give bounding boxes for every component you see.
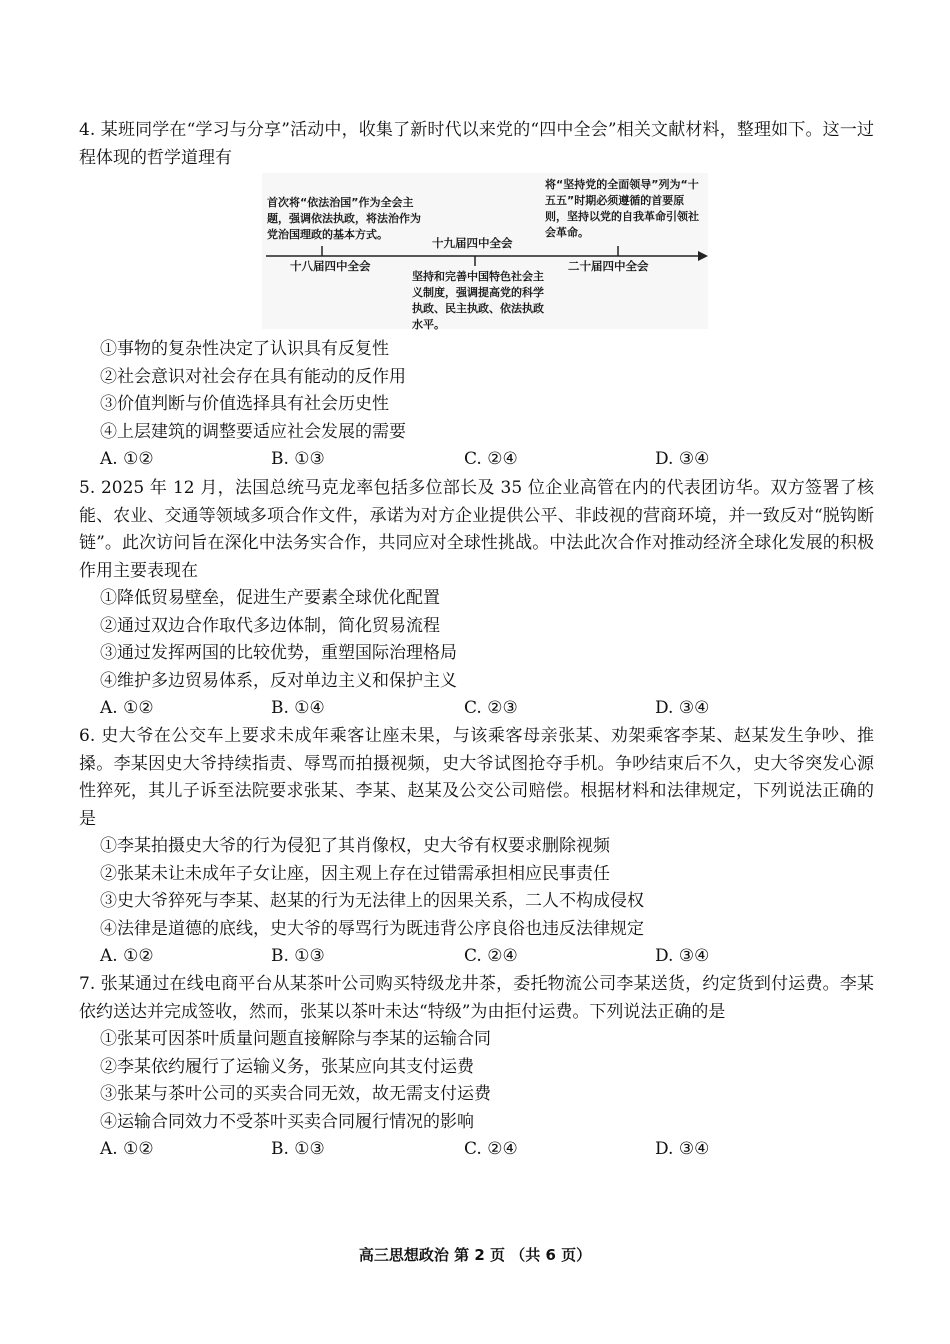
q4-choices xyxy=(79,446,874,474)
q4-timeline-figure xyxy=(262,173,708,329)
q4-choice-d[interactable]: D. ③④ xyxy=(655,449,710,469)
q5-choice-a[interactable]: A. ①② xyxy=(100,698,154,718)
question-5-stem: 5. 2025 年 12 月，法国总统马克龙率包括多位部长及 35 位企业高管在内的代表团访华。双方签署了核能、农业、交通等领域多项合作文件，承诺为对方企业提供公平、非歧视的营商环境，并一致反对“脱钩断链”。此次访问旨在深化中法务实合作，共同应对全球性挑战。中法此次合作对推动经济全球化发展的积极作用主要表现在 xyxy=(79,478,874,581)
question-4-stem: 4. 某班同学在“学习与分享”活动中，收集了新时代以来党的“四中全会”相关文献材料，整理如下。这一过程体现的哲学道理有 xyxy=(79,120,874,168)
question-6-stem: 6. 史大爷在公交车上要求未成年乘客让座未果，与该乘客母亲张某、劝架乘客李某、赵某发生争吵、推搡。李某因史大爷持续指责、辱骂而拍摄视频，史大爷试图抢夺手机。争吵结束后不久，史大爷突发心源性猝死，其儿子诉至法院要求张某、李某、赵某及公交公司赔偿。根据材料和法律规定，下列说法正确的是 xyxy=(79,726,874,829)
timeline-box-19th: 坚持和完善中国特色社会主义制度，强调提高党的科学执政、民主执政、依法执政水平。 xyxy=(412,270,544,331)
q7-option-2: ②李某依约履行了运输义务，张某应向其支付运费 xyxy=(100,1056,474,1077)
q4-option-1: ①事物的复杂性决定了认识具有反复性 xyxy=(100,339,389,359)
q5-option-4: ④维护多边贸易体系，反对单边主义和保护主义 xyxy=(100,670,457,691)
q7-choice-c[interactable]: C. ②④ xyxy=(464,1139,518,1159)
timeline-label-18th: 十八届四中全会 xyxy=(290,259,371,273)
q5-option-2: ②通过双边合作取代多边体制，简化贸易流程 xyxy=(100,615,440,636)
question-6 xyxy=(79,723,874,971)
timeline-box-20th: 将“坚持党的全面领导”列为“十五五”时期必须遵循的首要原则，坚持以党的自我革命引领社会革命。 xyxy=(545,178,699,239)
q5-choices xyxy=(79,695,874,723)
q6-option-4: ④法律是道德的底线，史大爷的辱骂行为既违背公序良俗也违反法律规定 xyxy=(100,918,644,939)
q5-choice-c[interactable]: C. ②③ xyxy=(464,698,518,718)
q4-option-3: ③价值判断与价值选择具有社会历史性 xyxy=(100,394,389,414)
question-4-options xyxy=(79,336,874,474)
q7-option-4: ④运输合同效力不受茶叶买卖合同履行情况的影响 xyxy=(100,1111,474,1132)
q6-option-3: ③史大爷猝死与李某、赵某的行为无法律上的因果关系，二人不构成侵权 xyxy=(100,891,644,911)
timeline-label-20th: 二十届四中全会 xyxy=(568,259,649,273)
q4-option-2: ②社会意识对社会存在具有能动的反作用 xyxy=(100,366,406,387)
q4-option-4: ④上层建筑的调整要适应社会发展的需要 xyxy=(100,421,406,442)
q4-choice-c[interactable]: C. ②④ xyxy=(464,449,518,469)
question-7 xyxy=(79,971,874,1164)
q5-option-1: ①降低贸易壁垒，促进生产要素全球优化配置 xyxy=(100,588,440,608)
q7-option-1: ①张某可因茶叶质量问题直接解除与李某的运输合同 xyxy=(100,1029,491,1049)
q7-choices xyxy=(79,1136,874,1164)
q6-choice-b[interactable]: B. ①③ xyxy=(271,946,325,966)
timeline-label-19th: 十九届四中全会 xyxy=(432,236,513,250)
q5-option-3: ③通过发挥两国的比较优势，重塑国际治理格局 xyxy=(100,643,457,663)
q6-choice-d[interactable]: D. ③④ xyxy=(655,946,710,966)
page-footer: 高三思想政治 第 2 页 （共 6 页） xyxy=(358,1246,592,1264)
question-4 xyxy=(79,117,874,172)
q6-choice-c[interactable]: C. ②④ xyxy=(464,946,518,966)
timeline-box-18th: 首次将“依法治国”作为全会主题，强调依法执政，将法治作为党治国理政的基本方式。 xyxy=(267,196,421,241)
question-5 xyxy=(79,475,874,723)
q6-option-2: ②张某未让未成年子女让座，因主观上存在过错需承担相应民事责任 xyxy=(100,863,610,884)
q4-choice-b[interactable]: B. ①③ xyxy=(271,449,325,469)
q5-choice-b[interactable]: B. ①④ xyxy=(271,698,325,718)
q6-option-1: ①李某拍摄史大爷的行为侵犯了其肖像权，史大爷有权要求删除视频 xyxy=(100,836,610,856)
q6-choices xyxy=(79,943,874,971)
q7-choice-a[interactable]: A. ①② xyxy=(100,1139,154,1159)
q7-choice-b[interactable]: B. ①③ xyxy=(271,1139,325,1159)
q5-choice-d[interactable]: D. ③④ xyxy=(655,698,710,718)
q6-choice-a[interactable]: A. ①② xyxy=(100,946,154,966)
q4-choice-a[interactable]: A. ①② xyxy=(100,449,154,469)
question-7-stem: 7. 张某通过在线电商平台从某茶叶公司购买特级龙井茶，委托物流公司李某送货，约定货到付运费。李某依约送达并完成签收，然而，张某以茶叶未达“特级”为由拒付运费。下列说法正确的是 xyxy=(79,974,874,1022)
q7-choice-d[interactable]: D. ③④ xyxy=(655,1139,710,1159)
q7-option-3: ③张某与茶叶公司的买卖合同无效，故无需支付运费 xyxy=(100,1084,491,1104)
